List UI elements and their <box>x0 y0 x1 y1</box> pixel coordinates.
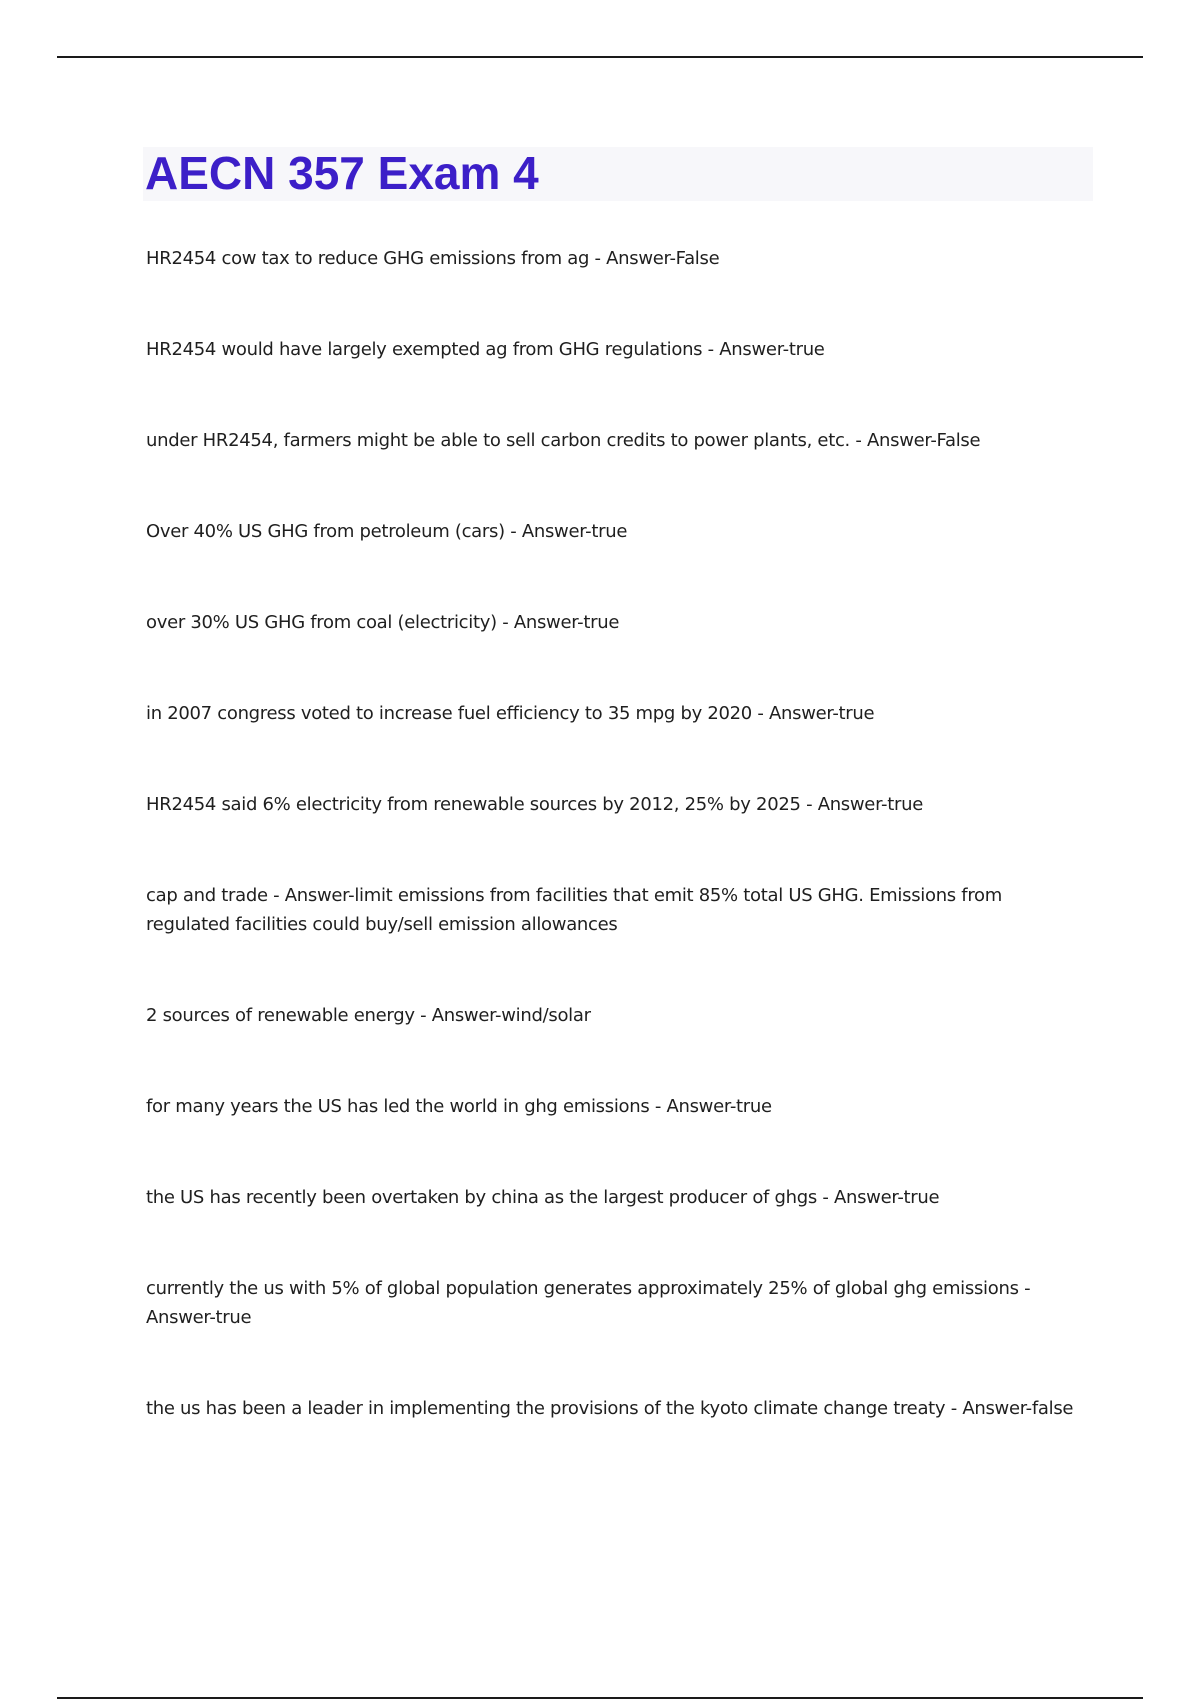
qa-item-8: cap and trade - Answer-limit emissions from facilities that emit 85% total US GHG. Emissions from regulated facilities could buy/sell emission allowances <box>146 885 1002 935</box>
qa-item-1: HR2454 cow tax to reduce GHG emissions from ag - Answer-False <box>146 248 720 269</box>
qa-list <box>146 244 1076 1485</box>
qa-item-4: Over 40% US GHG from petroleum (cars) - Answer-true <box>146 521 628 542</box>
qa-item-13: the us has been a leader in implementing the provisions of the kyoto climate change treaty - Answer-false <box>146 1398 1074 1419</box>
qa-item-6: in 2007 congress voted to increase fuel efficiency to 35 mpg by 2020 - Answer-true <box>146 703 875 724</box>
qa-item-9: 2 sources of renewable energy - Answer-wind/solar <box>146 1005 591 1026</box>
qa-item-11: the US has recently been overtaken by china as the largest producer of ghgs - Answer-true <box>146 1187 940 1208</box>
qa-item-10: for many years the US has led the world in ghg emissions - Answer-true <box>146 1096 772 1117</box>
bottom-divider <box>57 1697 1143 1699</box>
qa-item-12: currently the us with 5% of global population generates approximately 25% of global ghg emissions - Answer-true <box>146 1278 1031 1328</box>
qa-item-7: HR2454 said 6% electricity from renewable sources by 2012, 25% by 2025 - Answer-true <box>146 794 923 815</box>
top-divider <box>57 56 1143 58</box>
qa-item-2: HR2454 would have largely exempted ag from GHG regulations - Answer-true <box>146 339 825 360</box>
page-title: AECN 357 Exam 4 <box>145 147 539 199</box>
qa-item-5: over 30% US GHG from coal (electricity) - Answer-true <box>146 612 620 633</box>
qa-item-3: under HR2454, farmers might be able to sell carbon credits to power plants, etc. - Answer-False <box>146 430 981 451</box>
